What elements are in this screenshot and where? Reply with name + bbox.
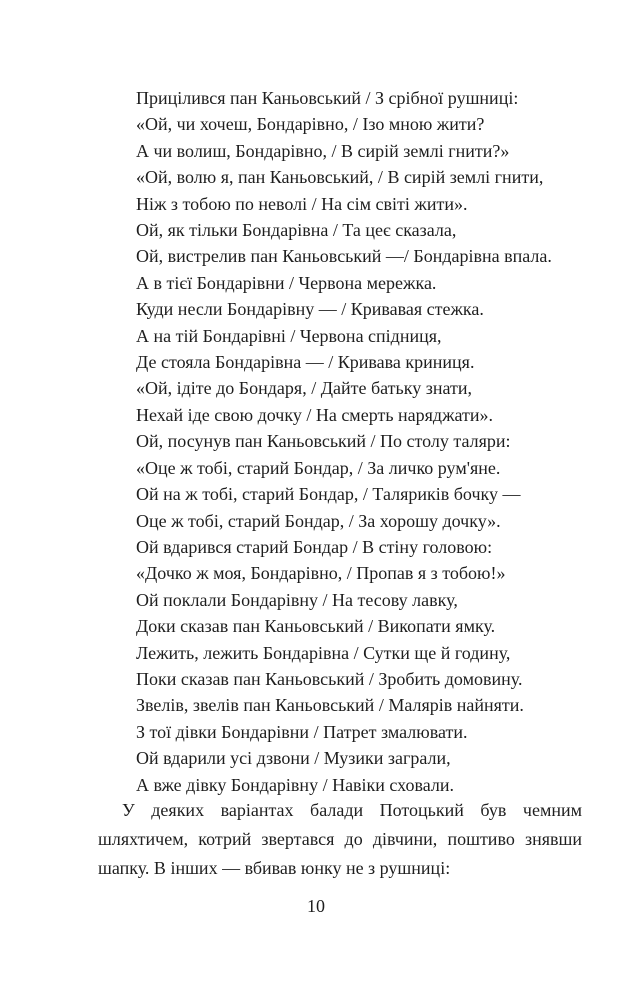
verse-line: Ой вдарили усі дзвони / Музики заграли, bbox=[136, 748, 451, 769]
verse-line: Ой, вистрелив пан Каньовський —/ Бондарівна впала. bbox=[136, 246, 552, 267]
verse-line: Поки сказав пан Каньовський / Зробить домовину. bbox=[136, 668, 523, 689]
verse-line: Оце ж тобі, старий Бондар, / За хорошу дочку». bbox=[136, 510, 501, 531]
verse-line: Ой, як тільки Бондарівна / Та цеє сказала, bbox=[136, 220, 457, 241]
verse-line: Ой на ж тобі, старий Бондар, / Таляриків бочку — bbox=[136, 484, 521, 505]
verse-line: А в тієї Бондарівни / Червона мережка. bbox=[136, 272, 437, 293]
verse-line: Ой поклали Бондарівну / На тесову лавку, bbox=[136, 589, 458, 610]
verse-line: Доки сказав пан Каньовський / Викопати ямку. bbox=[136, 616, 496, 637]
commentary-paragraph: У деяких варіантах балади Потоцький був чемним шляхтичем, котрий звертався до дівчини, поштиво знявши шапку. В інших — вбивав юнку не з рушниці: bbox=[98, 800, 582, 878]
verse-line: Лежить, лежить Бондарівна / Сутки ще й годину, bbox=[136, 642, 511, 663]
verse-line: Нехай іде свою дочку / На смерть наряджати». bbox=[136, 404, 494, 425]
verse-line: «Ой, ідіте до Бондаря, / Дайте батьку знати, bbox=[136, 378, 472, 399]
verse-line: Ніж з тобою по неволі / На сім світі жити». bbox=[136, 193, 468, 214]
verse-line: Ой вдарився старий Бондар / В стіну головою: bbox=[136, 536, 493, 557]
verse-line: А чи волиш, Бондарівно, / В сирій землі гнити?» bbox=[136, 140, 510, 161]
verse-line: «Ой, чи хочеш, Бондарівно, / Ізо мною жити? bbox=[136, 114, 485, 135]
verse-line: З тої дівки Бондарівни / Патрет змалювати. bbox=[136, 721, 468, 742]
verse-line: Ой, посунув пан Каньовський / По столу таляри: bbox=[136, 431, 511, 452]
verse-line: Звелів, звелів пан Каньовський / Малярів найняти. bbox=[136, 695, 524, 716]
verse-line: А вже дівку Бондарівну / Навіки сховали. bbox=[136, 774, 455, 795]
verse-line: «Ой, волю я, пан Каньовський, / В сирій землі гнити, bbox=[136, 167, 544, 188]
verse-line: Де стояла Бондарівна — / Кривава криниця. bbox=[136, 352, 475, 373]
verse-line: Прицілився пан Каньовський / З срібної рушниці: bbox=[136, 88, 519, 108]
ballad-verse bbox=[136, 85, 596, 798]
verse-line: «Дочко ж моя, Бондарівно, / Пропав я з тобою!» bbox=[136, 563, 506, 584]
verse-line: Куди несли Бондарівну — / Кривавая стежка. bbox=[136, 299, 484, 320]
page-number: 10 bbox=[307, 896, 325, 916]
verse-line: А на тій Бондарівні / Червона спідниця, bbox=[136, 325, 442, 346]
verse-line: «Оце ж тобі, старий Бондар, / За личко рум'яне. bbox=[136, 457, 501, 478]
